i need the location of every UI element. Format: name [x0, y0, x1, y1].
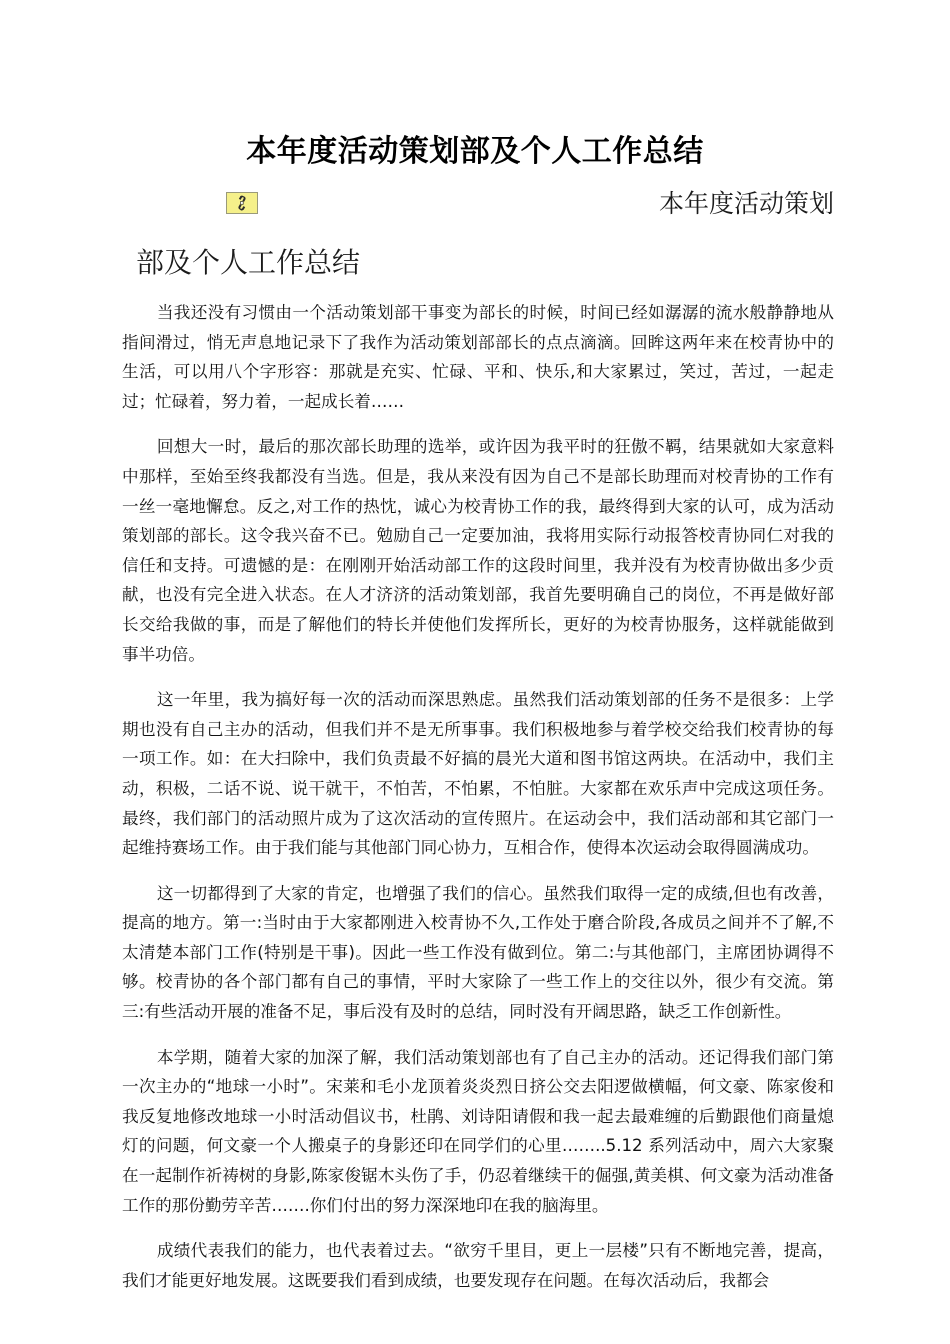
paragraph: 这一切都得到了大家的肯定，也增强了我们的信心。虽然我们取得一定的成绩,但也有改善，提高的地方。第一:当时由于大家都刚进入校青协不久,工作处于磨合阶段,各成员之间并不了解,不太清楚本部门工作(特别是干事)。因此一些工作没有做到位。第二:与其他部门，主席团协调得不够。校青协的各个部门都有自己的事情，平时大家除了一些工作上的交往以外，很少有交流。第三:有些活动开展的准备不足，事后没有及时的总结，同时没有开阔思路，缺乏工作创新性。: [122, 883, 834, 1022]
header-row: [122, 186, 834, 230]
paragraph: 当我还没有习惯由一个活动策划部干事变为部长的时候，时间已经如潺潺的流水般静静地从指间滑过，悄无声息地记录下了我作为活动策划部部长的点点滴滴。回眸这两年来在校青协中的生活，可以用八个字形容：那就是充实、忙碌、平和、快乐,和大家累过，笑过，苦过，一起走过；忙碌着，努力着，一起成长着……: [122, 303, 834, 411]
paragraph: 本学期，随着大家的加深了解，我们活动策划部也有了自己主办的活动。还记得我们部门第一次主办的“地球一小时”。宋莱和毛小龙顶着炎炎烈日挤公交去阳逻做横幅，何文豪、陈家俊和我反复地修改地球一小时活动倡议书，杜鹃、刘诗阳请假和我一起去最难缠的后勤跟他们商量熄灯的问题，何文豪一个人搬桌子的身影还印在同学们的心里……..5.12 系列活动中，周六大家聚在一起制作祈祷树的身影,陈家俊锯木头伤了手，仍忍着继续干的倔强,黄美棋、何文豪为活动准备工作的那份勤劳辛苦…….你们付出的努力深深地印在我的脑海里。: [122, 1047, 834, 1215]
running-head-continued: 部及个人工作总结: [136, 246, 361, 279]
running-head: 本年度活动策划: [658, 189, 834, 218]
paragraph: 这一年里，我为搞好每一次的活动而深思熟虑。虽然我们活动策划部的任务不是很多：上学期也没有自己主办的活动，但我们并不是无所事事。我们积极地参与着学校交给我们校青协的每一项工作。如：在大扫除中，我们负责最不好搞的晨光大道和图书馆这两块。在活动中，我们主动，积极，二话不说、说干就干，不怕苦，不怕累，不怕脏。大家都在欢乐声中完成这项任务。最终，我们部门的活动照片成为了这次活动的宣传照片。在运动会中，我们活动部和其它部门一起维持赛场工作。由于我们能与其他部门同心协力，互相合作，使得本次运动会取得圆满成功。: [122, 690, 834, 858]
page-title: 本年度活动策划部及个人工作总结: [246, 134, 704, 170]
broken-image-icon: [226, 192, 258, 214]
document-body: [122, 298, 834, 1295]
paragraph: 成绩代表我们的能力，也代表着过去。“欲穷千里目，更上一层楼”只有不断地完善，提高，我们才能更好地发展。这既要我们看到成绩，也要发现存在问题。在每次活动后，我都会: [122, 1241, 834, 1290]
paragraph: 回想大一时，最后的那次部长助理的选举，或许因为我平时的狂傲不羁，结果就如大家意料中那样，至始至终我都没有当选。但是，我从来没有因为自己不是部长助理而对校青协的工作有一丝一毫地懈怠。反之,对工作的热忱，诚心为校青协工作的我，最终得到大家的认可，成为活动策划部的部长。这令我兴奋不已。勉励自己一定要加油，我将用实际行动报答校青协同仁对我的信任和支持。可遗憾的是：在刚刚开始活动部工作的这段时间里，我并没有为校青协做出多少贡献，也没有完全进入状态。在人才济济的活动策划部，我首先要明确自己的岗位，不再是做好部长交给我做的事，而是了解他们的特长并使他们发挥所长，更好的为校青协服务，这样就能做到事半功倍。: [122, 437, 834, 664]
